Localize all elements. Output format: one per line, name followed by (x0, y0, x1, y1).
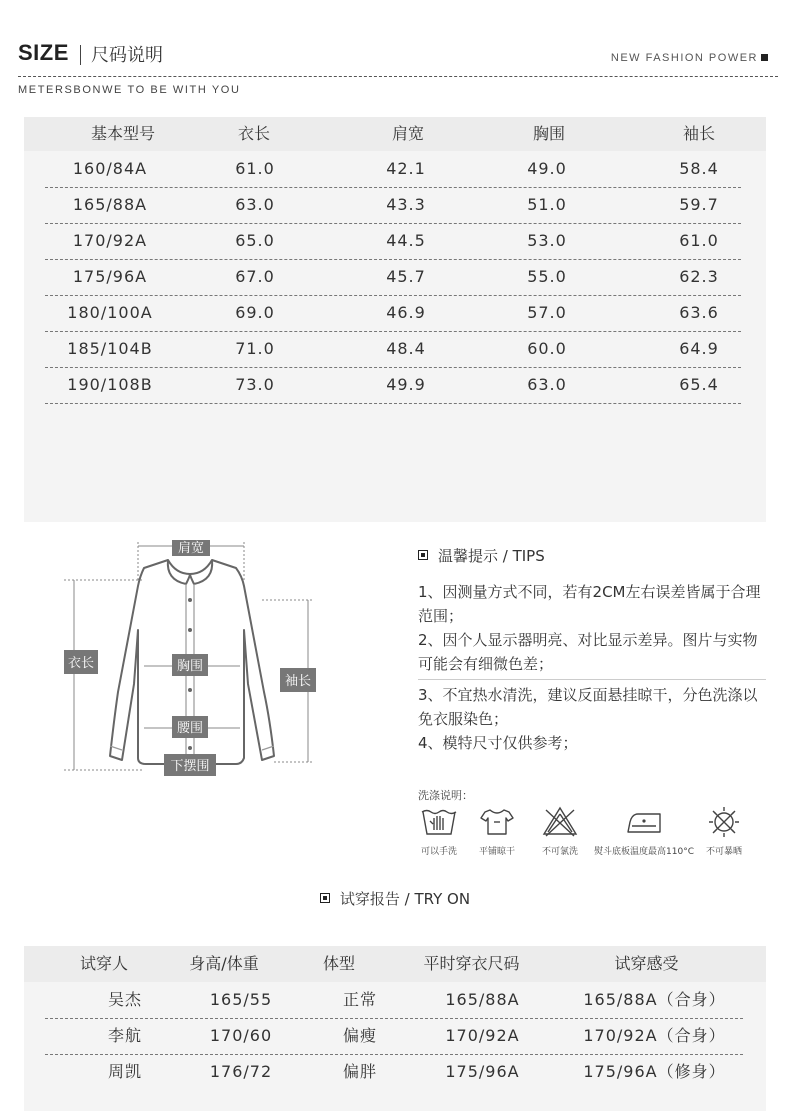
cell-sleeve: 58.4 (679, 159, 719, 178)
cell-model: 170/92A (72, 231, 148, 250)
header-usual-size: 平时穿衣尺码 (423, 954, 520, 973)
cell-chest: 51.0 (527, 195, 567, 214)
tips-section (418, 545, 768, 755)
cell-usual-size: 170/92A (445, 1026, 520, 1045)
cell-model: 190/108B (67, 375, 153, 394)
cell-body-type: 偏瘦 (342, 1026, 377, 1045)
cell-chest: 49.0 (527, 159, 567, 178)
cell-tester: 周凯 (107, 1062, 142, 1081)
cell-sleeve: 62.3 (679, 267, 719, 286)
size-title: SIZE (18, 40, 69, 65)
square-bullet-icon (320, 893, 330, 903)
table-row (45, 295, 741, 332)
cell-shoulder: 46.9 (386, 303, 426, 322)
tip-item: 4、模特尺寸仅供参考； (418, 734, 578, 752)
header-sleeve: 袖长 (682, 124, 715, 143)
square-bullet-icon (761, 54, 768, 61)
cell-usual-size: 165/88A (445, 990, 520, 1009)
cell-length: 67.0 (235, 267, 275, 286)
cell-body-type: 偏胖 (342, 1062, 377, 1081)
table-row (45, 367, 741, 404)
label-length: 衣长 (67, 656, 95, 671)
header-divider (18, 76, 778, 77)
tryon-table (24, 946, 766, 1111)
table-row (45, 1054, 743, 1090)
wash-label: 可以手洗 (420, 847, 457, 857)
cell-length: 65.0 (235, 231, 275, 250)
header-feedback: 试穿感受 (614, 954, 679, 973)
cell-shoulder: 48.4 (386, 339, 426, 358)
wash-item (700, 804, 748, 857)
cell-length: 73.0 (235, 375, 275, 394)
size-table-header (24, 117, 766, 151)
table-row (45, 187, 741, 224)
cell-model: 175/96A (72, 267, 148, 286)
header-shoulder: 肩宽 (391, 124, 424, 143)
table-row (45, 1018, 743, 1055)
tryon-table-header (24, 946, 766, 982)
cell-tester: 李航 (107, 1026, 142, 1045)
cell-model: 185/104B (67, 339, 153, 358)
cell-shoulder: 42.1 (386, 159, 426, 178)
tip-divider (418, 679, 766, 680)
wash-title: 洗涤说明： (418, 789, 473, 802)
cell-sleeve: 65.4 (679, 375, 719, 394)
no-sun-icon (704, 804, 744, 840)
header-body-type: 体型 (322, 954, 355, 973)
cell-sleeve: 61.0 (679, 231, 719, 250)
brand-subtitle: METERSBONWE TO BE WITH YOU (18, 84, 241, 96)
cell-shoulder: 44.5 (386, 231, 426, 250)
cell-chest: 53.0 (527, 231, 567, 250)
cell-height-weight: 165/55 (209, 990, 273, 1009)
wash-label: 平铺晾干 (478, 847, 515, 857)
cell-feedback: 175/96A（修身） (583, 1062, 726, 1081)
tip-item: 3、不宜热水清洗，建议反面悬挂晾干，分色洗涤以免衣服染色； (418, 686, 758, 728)
cell-sleeve: 63.6 (679, 303, 719, 322)
cell-usual-size: 175/96A (445, 1062, 520, 1081)
label-hem: 下摆围 (170, 759, 210, 774)
tip-item: 2、因个人显示器明亮、对比显示差异。图片与实物可能会有细微色差； (418, 631, 758, 673)
cell-shoulder: 49.9 (386, 375, 426, 394)
table-row (45, 331, 741, 368)
header-chest: 胸围 (532, 124, 565, 143)
cell-chest: 55.0 (527, 267, 567, 286)
header-model: 基本型号 (90, 124, 155, 143)
cell-model: 160/84A (72, 159, 148, 178)
cell-tester: 吴杰 (107, 990, 142, 1009)
title-divider (80, 45, 81, 65)
label-shoulder: 肩宽 (177, 541, 205, 556)
cell-length: 71.0 (235, 339, 275, 358)
label-waist: 腰围 (176, 721, 204, 736)
wash-label: 不可暴晒 (705, 847, 742, 857)
wash-item (590, 804, 698, 857)
iron-icon (622, 804, 666, 840)
shirt-measurement-diagram (62, 540, 324, 780)
tip-item: 1、因测量方式不同，若有2CM左右误差皆属于合理范围； (418, 583, 761, 625)
cell-sleeve: 59.7 (679, 195, 719, 214)
cell-body-type: 正常 (342, 990, 377, 1009)
label-sleeve: 袖长 (284, 674, 312, 689)
cell-length: 69.0 (235, 303, 275, 322)
brand-slogan: NEW FASHION POWER (611, 52, 768, 64)
cell-length: 63.0 (235, 195, 275, 214)
cell-chest: 63.0 (527, 375, 567, 394)
flat-dry-icon (477, 804, 517, 840)
wash-item (472, 804, 522, 857)
header-length: 衣长 (237, 124, 270, 143)
cell-height-weight: 176/72 (209, 1062, 273, 1081)
square-bullet-icon (418, 550, 428, 560)
size-table (24, 117, 766, 522)
header-height-weight: 身高/体重 (189, 954, 259, 973)
cell-chest: 57.0 (527, 303, 567, 322)
cell-sleeve: 64.9 (679, 339, 719, 358)
wash-item (534, 804, 586, 857)
cell-model: 180/100A (67, 303, 153, 322)
cell-height-weight: 170/60 (209, 1026, 273, 1045)
cell-feedback: 170/92A（合身） (583, 1026, 726, 1045)
page-header (18, 40, 768, 74)
label-chest: 胸围 (176, 659, 204, 674)
table-row (45, 982, 743, 1019)
table-row (45, 223, 741, 260)
header-tester: 试穿人 (79, 954, 128, 973)
tryon-heading: 试穿报告 / TRY ON (0, 888, 790, 909)
size-title-cn: 尺码说明 (91, 45, 163, 66)
wash-label: 不可氯洗 (541, 847, 578, 857)
cell-shoulder: 45.7 (386, 267, 426, 286)
wash-item (414, 804, 464, 857)
hand-wash-icon (419, 804, 459, 840)
cell-chest: 60.0 (527, 339, 567, 358)
cell-feedback: 165/88A（合身） (583, 990, 726, 1009)
wash-label: 熨斗底板温度最高110°C (594, 847, 694, 857)
cell-model: 165/88A (72, 195, 148, 214)
cell-shoulder: 43.3 (386, 195, 426, 214)
cell-length: 61.0 (235, 159, 275, 178)
table-row (45, 259, 741, 296)
no-bleach-icon (540, 804, 580, 840)
table-row (45, 151, 741, 188)
tips-heading: 温馨提示 / TIPS (418, 545, 768, 566)
